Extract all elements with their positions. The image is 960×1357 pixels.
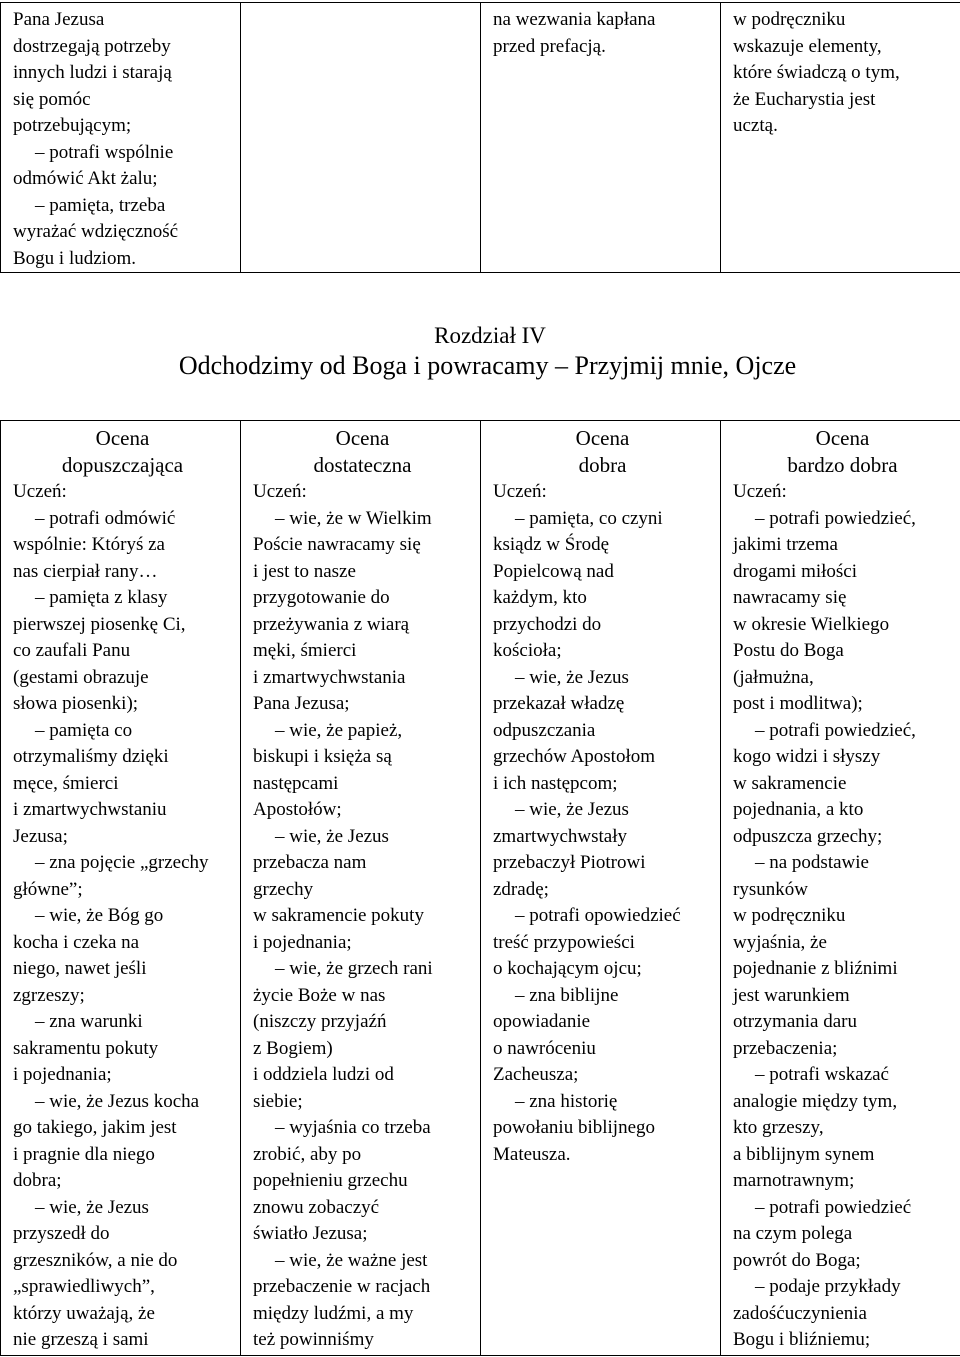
cell-text-line: Pana Jezusa	[13, 9, 105, 30]
cell-text-line: przychodzi do	[493, 613, 602, 635]
cell-text-line: w sakramencie	[733, 772, 847, 794]
cell-text-line: odpuszczania	[493, 719, 596, 741]
cell-text-line: męce, śmierci	[13, 772, 119, 794]
cell-text-line: – wie, że Jezus	[275, 825, 389, 847]
cell-text-line: potrzebującym;	[13, 115, 132, 136]
cell-text-line: kto grzeszy,	[733, 1117, 824, 1138]
cell-text-line: a biblijnym synem	[733, 1143, 875, 1165]
cell-text-line: kogo widzi i słyszy	[733, 746, 881, 767]
cell-text-line: – pamięta, co czyni	[515, 507, 663, 529]
cell-text-line: Uczeń:	[253, 481, 307, 502]
cell-text-line: – potrafi wspólnie	[35, 141, 174, 163]
cell-text-line: Mateusza.	[493, 1143, 571, 1165]
grade-column	[1, 421, 241, 1356]
cell-text-line: Postu do Boga	[733, 640, 844, 661]
cell-text-line: się pomóc	[13, 88, 91, 110]
cell-text-line: następcami	[253, 772, 339, 794]
cell-text-line: przebaczenie w racjach	[253, 1276, 431, 1297]
cell-text-line: – potrafi powiedzieć,	[755, 719, 916, 741]
cell-text-line: – wie, że Jezus	[515, 666, 629, 688]
cell-text-line: główne”;	[13, 878, 83, 900]
cell-text-line: zadośćuczynienia	[733, 1302, 867, 1324]
cell-text-line: męki, śmierci	[253, 640, 357, 661]
cell-text-line: – wie, że Jezus	[35, 1196, 149, 1218]
cell-text-line: (gestami obrazuje	[13, 666, 149, 688]
cell-text-line: – zna historię	[515, 1090, 618, 1112]
grading-table	[0, 420, 960, 1356]
cell-text-line: drogami miłości	[733, 560, 858, 582]
grade-column	[481, 421, 721, 1356]
cell-text-line: Pana Jezusa;	[253, 693, 350, 714]
cell-text-line: pojednanie z bliźnimi	[733, 958, 898, 979]
cell-text-line: niego, nawet jeśli	[13, 958, 147, 979]
cell-text-line: siebie;	[253, 1090, 303, 1112]
cell-text-line: nas cierpiał rany…	[13, 560, 158, 582]
cell-text-line: dobra;	[13, 1170, 62, 1191]
cell-text-line: ucztą.	[733, 115, 778, 136]
cell-text-line: – zna pojęcie „grzechy	[35, 852, 209, 873]
cell-text-line: – wie, że Jezus kocha	[35, 1090, 200, 1112]
cell-text-line: o nawróceniu	[493, 1037, 596, 1059]
top-cell	[481, 3, 721, 273]
chapter-title: Odchodzimy od Boga i powracamy – Przyjmij mnie, Ojcze	[178, 351, 797, 380]
grade-column	[241, 421, 481, 1356]
cell-text-line: w okresie Wielkiego	[733, 613, 890, 635]
cell-text-line: kocha i czeka na	[13, 931, 140, 953]
cell-text-line: – pamięta, trzeba	[35, 194, 166, 216]
cell-text-line: popełnieniu grzechu	[253, 1170, 408, 1191]
column-heading-grade: dostateczna	[313, 453, 412, 477]
cell-text-line: zrobić, aby po	[253, 1143, 362, 1165]
cell-text-line: post i modlitwa);	[733, 693, 863, 714]
cell-text-line: które świadczą o tym,	[733, 62, 900, 83]
cell-text-line: – zna warunki	[35, 1011, 143, 1032]
cell-text-line: – potrafi powiedzieć,	[755, 507, 916, 529]
cell-text-line: – wie, że w Wielkim	[275, 507, 432, 529]
cell-text-line: Uczeń:	[13, 481, 67, 502]
cell-text-line: – pamięta co	[35, 719, 133, 741]
table-row	[1, 421, 960, 1356]
cell-text-line: (jałmużna,	[733, 666, 814, 688]
cell-text-line: opowiadanie	[493, 1011, 591, 1032]
grade-column	[721, 421, 960, 1356]
cell-text-line: zdradę;	[493, 878, 549, 900]
cell-text-line: – wyjaśnia co trzeba	[275, 1117, 431, 1138]
top-cell	[1, 3, 241, 273]
column-heading: Ocena	[95, 426, 150, 450]
cell-text-line: o kochającym ojcu;	[493, 958, 642, 979]
cell-text-line: Poście nawracamy się	[253, 534, 421, 555]
cell-text-line: Uczeń:	[493, 481, 547, 502]
cell-text-line: Popielcową nad	[493, 560, 614, 582]
cell-text-line: i oddziela ludzi od	[253, 1064, 394, 1085]
cell-text-line: (niszczy przyjaźń	[253, 1011, 387, 1032]
cell-text-line: przygotowanie do	[253, 587, 390, 608]
cell-text-line: marnotrawnym;	[733, 1170, 855, 1191]
cell-text-line: którzy uważają, że	[13, 1302, 155, 1324]
cell-text-line: przyszedł do	[13, 1223, 110, 1244]
cell-text-line: z Bogiem)	[253, 1037, 333, 1059]
cell-text-line: Zacheusza;	[493, 1064, 579, 1085]
cell-text-line: kościoła;	[493, 640, 562, 661]
cell-text-line: przed prefacją.	[493, 35, 606, 57]
cell-text-line: „sprawiedliwych”,	[13, 1276, 155, 1297]
cell-text-line: jakimi trzema	[733, 534, 838, 555]
table-row	[1, 3, 960, 273]
cell-text-line: – wie, że Bóg go	[35, 905, 164, 926]
cell-text-line: rysunków	[733, 878, 808, 900]
cell-text-line: go takiego, jakim jest	[13, 1117, 177, 1138]
cell-text-line: i pojednania;	[253, 931, 352, 953]
cell-text-line: grzechy	[253, 878, 314, 900]
cell-text-line: – potrafi wskazać	[755, 1064, 889, 1085]
chapter-label: Rozdział IV	[434, 323, 546, 348]
cell-text-line: – potrafi powiedzieć	[755, 1196, 912, 1218]
cell-text-line: Uczeń:	[733, 481, 787, 502]
cell-text-line: analogie między tym,	[733, 1090, 898, 1112]
cell-text-line: wyrażać wdzięczność	[13, 221, 179, 242]
cell-text-line: powołaniu biblijnego	[493, 1117, 656, 1138]
cell-text-line: każdym, kto	[493, 587, 587, 608]
cell-text-line: – na podstawie	[755, 852, 869, 873]
cell-text-line: wyjaśnia, że	[733, 931, 827, 953]
cell-text-line: innych ludzi i starają	[13, 62, 172, 83]
cell-text-line: pierwszej piosenkę Ci,	[13, 613, 186, 635]
cell-text-line: otrzymania daru	[733, 1011, 857, 1032]
column-heading: Ocena	[575, 426, 630, 450]
cell-text-line: w podręczniku	[733, 905, 846, 926]
cell-text-line: Apostołów;	[253, 799, 342, 820]
top-table	[0, 2, 960, 273]
cell-text-line: w podręczniku	[733, 9, 846, 30]
cell-text-line: przebaczenia;	[733, 1037, 838, 1059]
cell-text-line: – podaje przykłady	[755, 1276, 901, 1297]
column-heading-grade: dobra	[578, 453, 627, 477]
cell-text-line: światło Jezusa;	[253, 1223, 368, 1244]
cell-text-line: Jezusa;	[13, 825, 68, 847]
cell-text-line: – potrafi odmówić	[35, 507, 176, 529]
cell-text-line: i ich następcom;	[493, 772, 618, 794]
cell-text-line: odmówić Akt żalu;	[13, 168, 158, 189]
cell-text-line: wspólnie: Któryś za	[13, 534, 165, 555]
cell-text-line: Bogu i bliźniemu;	[733, 1329, 871, 1350]
cell-text-line: Bogu i ludziom.	[13, 247, 136, 269]
cell-text-line: na czym polega	[733, 1223, 853, 1244]
cell-text-line: i zmartwychwstaniu	[13, 799, 167, 820]
cell-text-line: między ludźmi, a my	[253, 1302, 414, 1324]
cell-text-line: otrzymaliśmy dzięki	[13, 746, 169, 767]
cell-text-line: grzechów Apostołom	[493, 746, 656, 767]
cell-text-line: pojednania, a kto	[733, 799, 864, 820]
cell-text-line: i zmartwychwstania	[253, 666, 406, 688]
cell-text-line: treść przypowieści	[493, 931, 635, 953]
cell-text-line: przekazał władzę	[493, 693, 625, 714]
cell-text-line: dostrzegają potrzeby	[13, 35, 171, 57]
cell-text-line: że Eucharystia jest	[733, 88, 876, 110]
cell-text-line: – wie, że papież,	[275, 719, 403, 741]
cell-text-line: grzeszników, a nie do	[13, 1249, 178, 1271]
cell-text-line: – wie, że Jezus	[515, 799, 629, 820]
cell-text-line: co zaufali Panu	[13, 640, 131, 661]
cell-text-line: – potrafi opowiedzieć	[515, 905, 681, 926]
cell-text-line: na wezwania kapłana	[493, 9, 656, 30]
cell-text-line: życie Boże w nas	[253, 984, 386, 1006]
cell-text-line: – wie, że ważne jest	[275, 1249, 428, 1271]
cell-text-line: przebacza nam	[253, 852, 367, 873]
cell-text-line: – pamięta z klasy	[35, 587, 168, 608]
top-cell	[241, 3, 481, 273]
cell-text-line: – zna biblijne	[515, 984, 619, 1006]
cell-text-line: i jest to nasze	[253, 560, 356, 582]
top-cell	[721, 3, 960, 273]
column-heading: Ocena	[815, 426, 870, 450]
cell-text-line: jest warunkiem	[733, 984, 850, 1006]
column-heading-grade: bardzo dobra	[787, 453, 898, 477]
cell-text-line: – wie, że grzech rani	[275, 958, 433, 979]
cell-text-line: nie grzeszą i sami	[13, 1329, 149, 1350]
cell-text-line: biskupi i księża są	[253, 746, 392, 767]
column-heading-grade: dopuszczająca	[61, 453, 184, 477]
cell-text-line: też powinniśmy	[253, 1329, 374, 1350]
cell-text-line: ksiądz w Środę	[493, 534, 610, 555]
cell-text-line: przebaczył Piotrowi	[493, 852, 646, 873]
cell-text-line: przeżywania z wiarą	[253, 613, 410, 635]
cell-text-line: zmartwychwstały	[493, 825, 628, 847]
cell-text-line: i pragnie dla niego	[13, 1143, 155, 1165]
column-heading: Ocena	[335, 426, 390, 450]
cell-text-line: słowa piosenki);	[13, 693, 139, 714]
cell-text-line: nawracamy się	[733, 587, 847, 608]
cell-text-line: sakramentu pokuty	[13, 1037, 159, 1059]
cell-text-line: zgrzeszy;	[13, 984, 85, 1006]
cell-text-line: odpuszcza grzechy;	[733, 825, 883, 847]
cell-text-line: znowu zobaczyć	[253, 1196, 380, 1218]
cell-text-line: wskazuje elementy,	[733, 35, 882, 57]
cell-text-line: powrót do Boga;	[733, 1249, 861, 1271]
cell-text-line: i pojednania;	[13, 1064, 112, 1085]
cell-text-line: w sakramencie pokuty	[253, 905, 424, 926]
